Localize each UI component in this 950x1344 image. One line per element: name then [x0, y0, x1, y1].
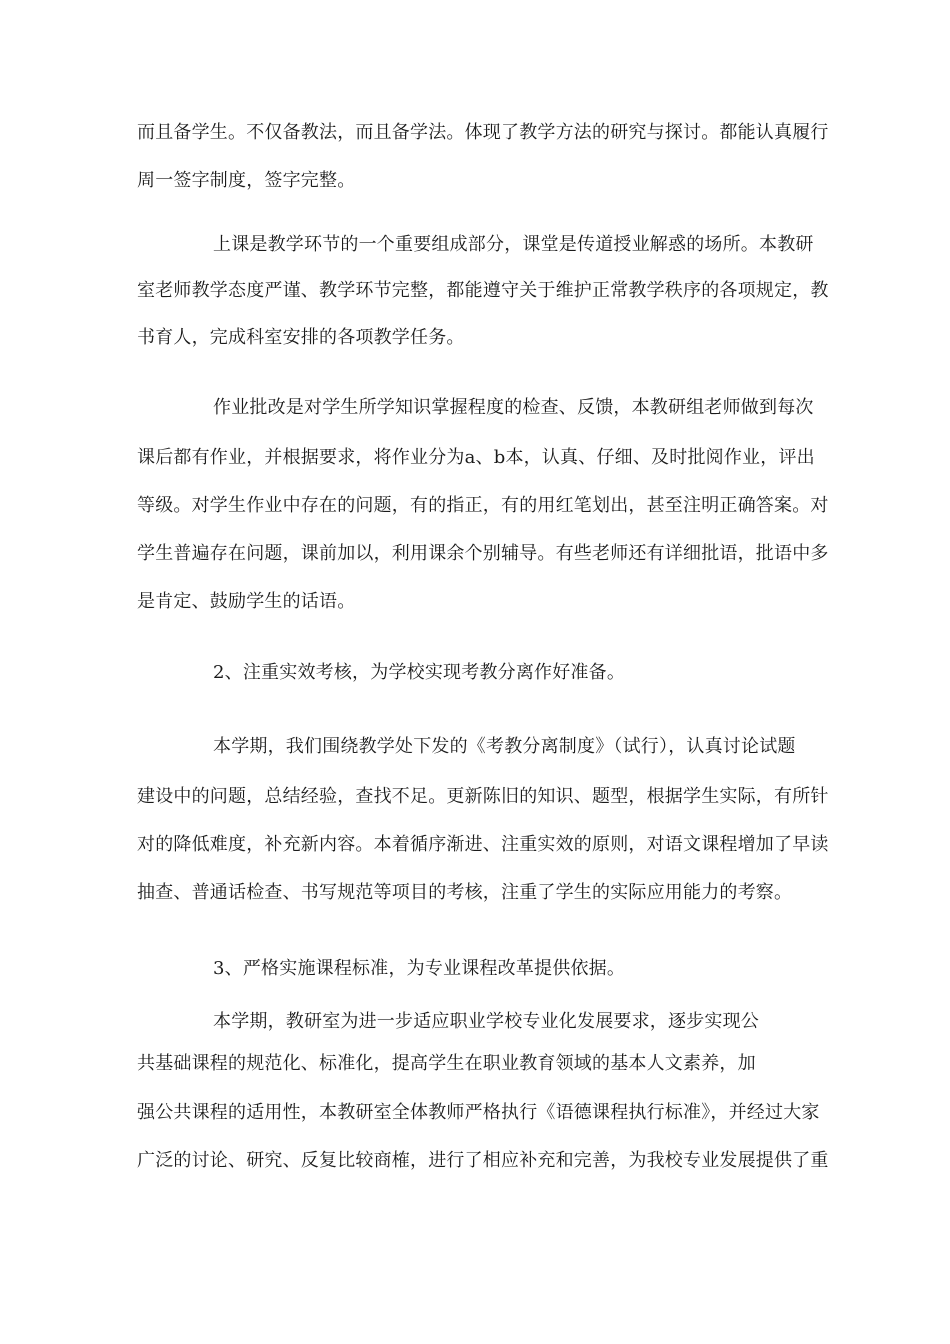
body-text-line: 广泛的讨论、研究、反复比较商榷，进行了相应补充和完善，为我校专业发展提供了重: [137, 1150, 829, 1171]
section-heading: 2、注重实效考核，为学校实现考教分离作好准备。: [213, 662, 626, 683]
paragraph-start-line: 作业批改是对学生所学知识掌握程度的检查、反馈，本教研组老师做到每次: [213, 397, 814, 418]
body-text-line: 对的降低难度，补充新内容。本着循序渐进、注重实效的原则，对语文课程增加了早读: [137, 834, 829, 855]
body-text-line: 室老师教学态度严谨、教学环节完整，都能遵守关于维护正常教学秩序的各项规定，教: [137, 280, 829, 301]
body-text-line: 抽查、普通话检查、书写规范等项目的考核，注重了学生的实际应用能力的考察。: [137, 882, 793, 903]
body-text-line: 书育人，完成科室安排的各项教学任务。: [137, 327, 465, 348]
body-text-line: 而且备学生。不仅备教法，而且备学法。体现了教学方法的研究与探讨。都能认真履行: [137, 122, 829, 143]
body-text-line: 强公共课程的适用性，本教研室全体教师严格执行《语德课程执行标准》，并经过大家: [137, 1102, 820, 1123]
body-text-line: 建设中的问题，总结经验，查找不足。更新陈旧的知识、题型，根据学生实际，有所针: [137, 786, 829, 807]
section-heading: 3、严格实施课程标准，为专业课程改革提供依据。: [213, 958, 626, 979]
body-text-line: 等级。对学生作业中存在的问题，有的指正，有的用红笔划出，甚至注明正确答案。对: [137, 495, 829, 516]
paragraph-start-line: 本学期，教研室为进一步适应职业学校专业化发展要求，逐步实现公: [213, 1011, 759, 1032]
body-text-line: 学生普遍存在问题，课前加以，利用课余个别辅导。有些老师还有详细批语，批语中多: [137, 543, 829, 564]
body-text-line: 周一签字制度，签字完整。: [137, 170, 356, 191]
body-text-line: 是肯定、鼓励学生的话语。: [137, 591, 356, 612]
paragraph-start-line: 本学期，我们围绕教学处下发的《考教分离制度》（试行），认真讨论试题: [213, 736, 796, 757]
body-text-line: 共基础课程的规范化、标准化，提高学生在职业教育领域的基本人文素养，加: [137, 1053, 756, 1074]
body-text-line: 课后都有作业，并根据要求，将作业分为a、b本，认真、仔细、及时批阅作业，评出: [137, 447, 815, 468]
paragraph-start-line: 上课是教学环节的一个重要组成部分，课堂是传道授业解惑的场所。本教研: [213, 234, 814, 255]
